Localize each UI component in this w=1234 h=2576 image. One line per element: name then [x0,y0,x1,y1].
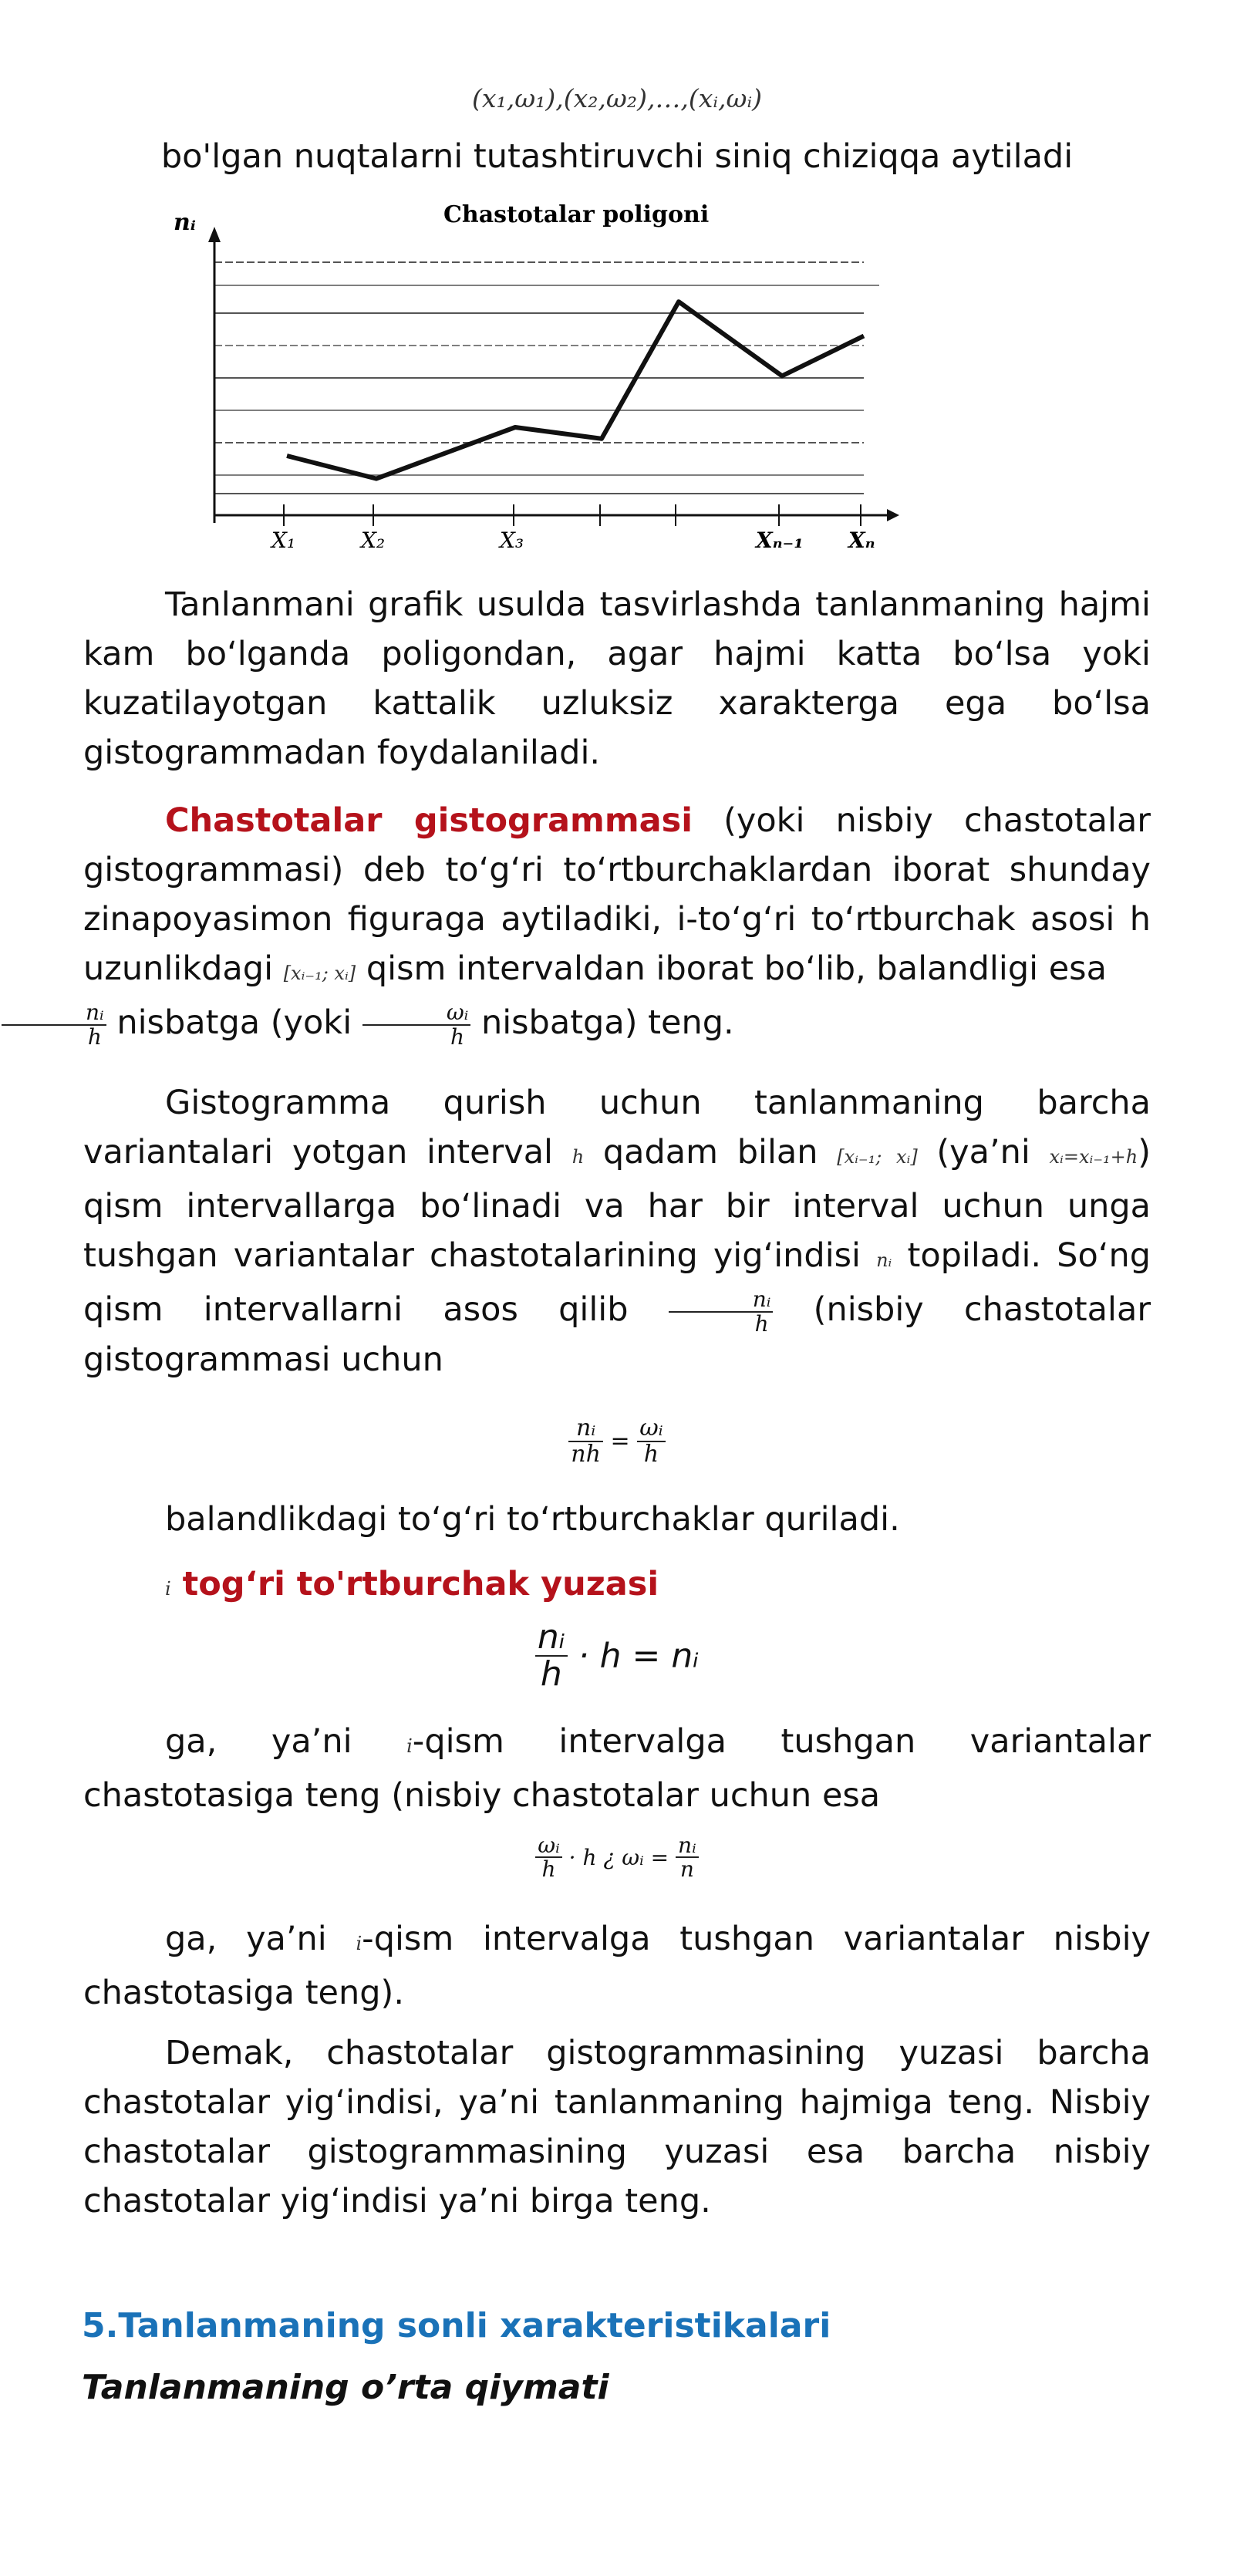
x-label-2: X₂ [361,528,386,553]
x-label-3: X₃ [500,528,524,553]
paragraph-7: ga, ya’ni i-qism intervalga tushgan variantalar nisbiy chastotasiga teng). [83,1920,1151,2012]
polygon-line [287,302,864,478]
x-label-1: X₁ [271,528,296,553]
term-histogram: Chastotalar gistogrammasi [165,801,693,840]
paragraph-6: ga, ya’ni i-qism intervalga tushgan variantalar chastotasiga teng (nisbiy chastotalar uchun esa [83,1722,1151,1815]
top-formula: (x₁,ω₁),(x₂,ω₂),…,(xᵢ,ωᵢ) [472,83,762,113]
chart-title: Chastotalar poligoni [443,201,710,228]
x-labels [270,528,875,553]
chart-svg [93,199,941,561]
x-label-n-1: Xₙ₋₁ [756,528,804,553]
fraction-ni-h-2: $\frac{\text{nᵢ}}{h}$ [669,1288,774,1335]
interval-formula: [xᵢ₋₁; xᵢ] [283,963,356,984]
section-heading: 5.Tanlanmaning sonli xarakteristikalari [82,2306,831,2345]
intro-line: bo'lgan nuqtalarni tutashtiruvchi siniq chiziqqa aytiladi [160,137,1074,176]
paragraph-3: Gistogramma qurish uchun tanlanmaning barcha variantalari yotgan interval h qadam bilan [xᵢ₋₁; xᵢ] (ya’ni xᵢ=xᵢ₋₁+h) qism intervallarga bo‘linadi va har bir interval uchun unga tushgan variantalar chastotalarining yig‘indisi nᵢ topiladi. So‘ng qism intervallarni asos qilib $\frac{\text{nᵢ}}{h}$ (nisbiy chastotalar gistogrammasi uchun [83,1084,1151,1379]
chart-grid [214,262,879,494]
x-label-n: Xₙ [848,528,875,553]
paragraph-8: Demak, chastotalar gistogrammasining yuzasi barcha chastotalar yig‘indisi, ya’ni tanlanmaning hajmiga teng. Nisbiy chastotalar gistogrammasining yuzasi esa barcha nisbiy chastotalar yig‘indisi ya’ni birga teng. [83,2034,1151,2220]
formula-relative-area: $\frac{\text{ωᵢ}}{h}$ · h ¿ ωᵢ = $\frac{\text{nᵢ}}{n}$ [0,1834,1234,1881]
paragraph-2: Chastotalar gistogrammasi (yoki nisbiy chastotalar gistogrammasi) deb to‘g‘ri to‘rtburchaklardan iborat shunday zinapoyasimon figuraga aytiladiki, i-to‘g‘ri to‘rtburchak asosi h uzunlikdagi [xᵢ₋₁; xᵢ] qism intervaldan iborat bo‘lib, balandligi esa $\frac{\text{nᵢ}}{h}$ nisbatga (yoki $\frac{\text{ωᵢ}}{h}$ nisbatga) teng. [83,796,1151,1048]
formula-relative-height: $\frac{\text{nᵢ}}{nh}$ = $\frac{\text{ωᵢ}}{h}$ [0,1416,1234,1466]
x-axis-arrow [887,509,899,521]
frequency-polygon-chart [93,199,941,561]
formula-area: $\frac{\text{nᵢ}}{h}$ · h = nᵢ [0,1620,1234,1692]
y-axis-arrow [208,227,221,242]
fraction-omega-h: $\frac{\text{ωᵢ}}{h}$ [362,1001,470,1048]
y-axis-label: nᵢ [174,209,196,236]
paragraph-1: Tanlanmani grafik usulda tasvirlashda tanlanmaning hajmi kam bo‘lganda poligondan, agar hajmi katta bo‘lsa yoki kuzatilayotgan kattalik uzluksiz xarakterga ega bo‘lsa gistogrammadan foydalaniladi. [83,585,1151,772]
fraction-ni-h: $\frac{\text{nᵢ}}{h}$ [2,1001,106,1048]
paragraph-5: i tog‘ri to'rtburchak yuzasi [165,1565,659,1603]
subheading: Tanlanmaning o’rta qiymati [82,2368,609,2407]
paragraph-4: balandlikdagi to‘g‘ri to‘rtburchaklar quriladi. [165,1500,900,1539]
